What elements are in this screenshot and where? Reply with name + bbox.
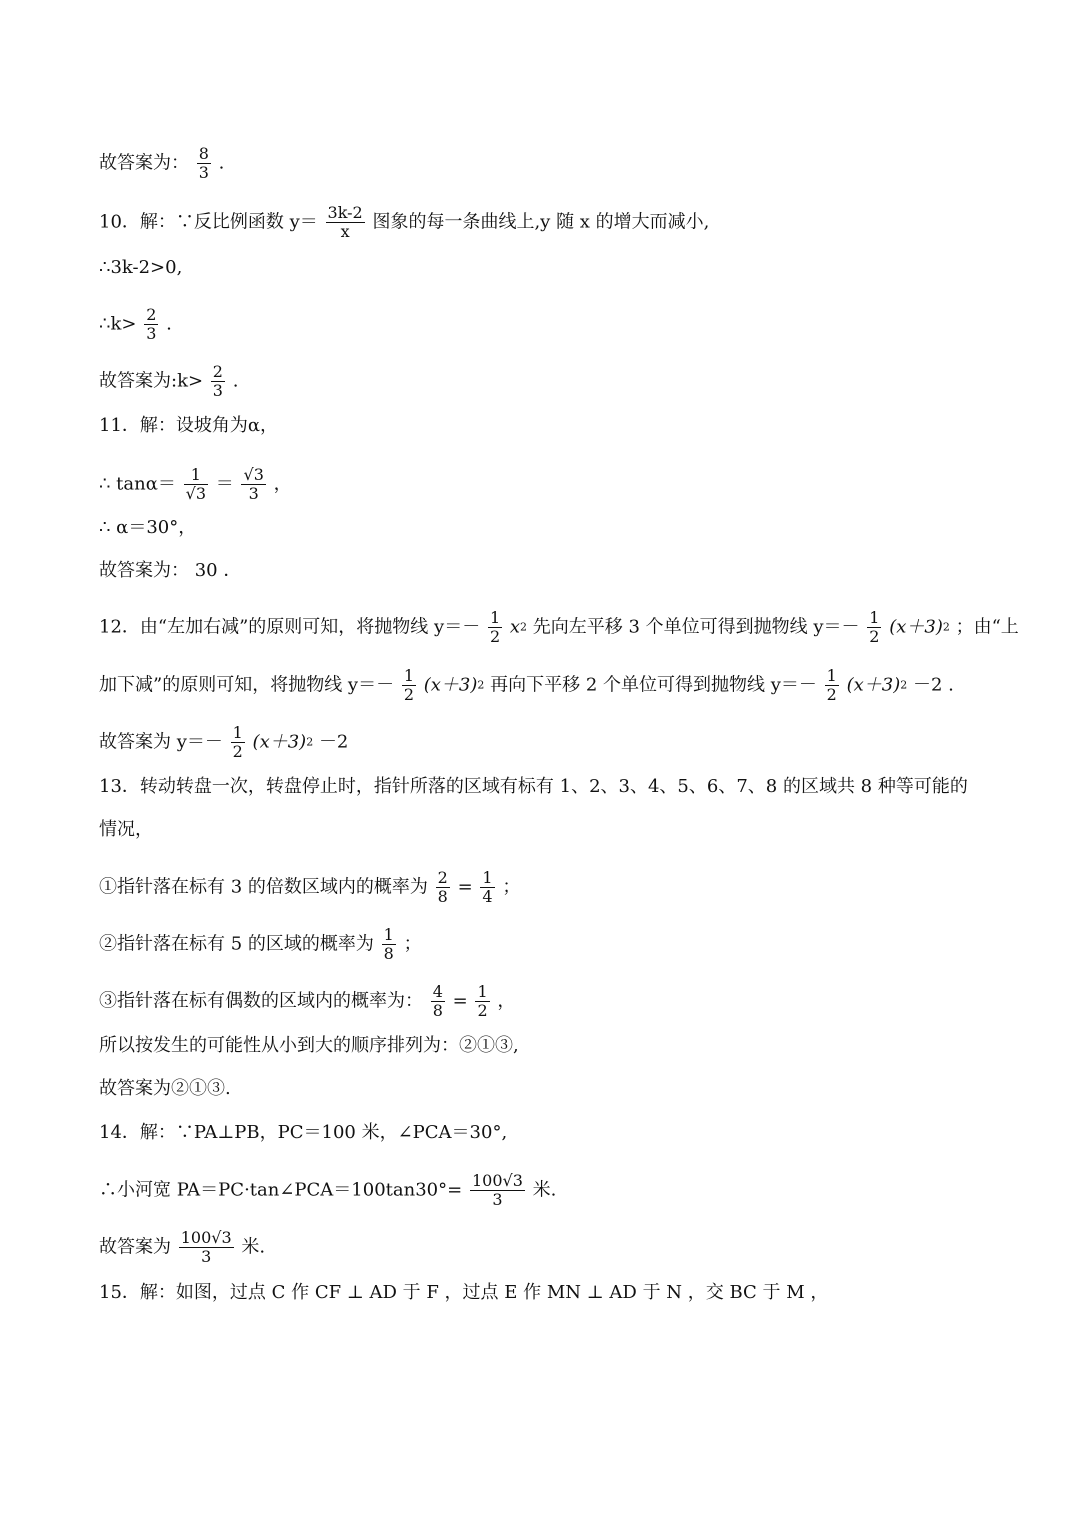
- text: 加下减”的原则可知，将抛物线 y＝－: [99, 674, 395, 696]
- expression: (x＋3): [252, 731, 307, 753]
- problem-13-case1: [99, 868, 521, 906]
- fraction: $\frac{1}{2}$: [232, 723, 243, 761]
- problem-14-step1: [99, 1171, 557, 1209]
- text: ③指针落在标有偶数的区域内的概率为：: [99, 990, 423, 1012]
- fraction: $\frac{2}{3}$: [146, 305, 157, 343]
- fraction: $\frac{1}{√3}$: [185, 465, 207, 503]
- text: 故答案为 y＝－: [99, 731, 223, 753]
- text: ；由“上: [955, 616, 1019, 638]
- fraction: $\frac{8}{3}$: [198, 144, 209, 182]
- text: 先向左平移 3 个单位可得到抛物线 y＝－: [532, 616, 860, 638]
- problem-13-line2: [99, 818, 153, 842]
- fraction: $\frac{1}{2}$: [403, 666, 415, 704]
- text: 图象的每一条曲线上,y 随 x 的增大而减小,: [372, 211, 710, 233]
- exponent: 2: [520, 620, 528, 634]
- fraction: $\frac{1}{2}$: [826, 666, 837, 704]
- problem-13-case2: [99, 925, 422, 963]
- text: －2: [318, 731, 349, 753]
- text: 13．转动转盘一次，转盘停止时，指针所落的区域有标有 1、2、3、4、5、6、7、8 的区域共 8 种等可能的: [99, 776, 968, 797]
- text: 11．解：设坡角为α，: [99, 415, 279, 436]
- answer-12: [99, 723, 349, 761]
- text: 14．解：∵PA⊥PB，PC＝100 米，∠PCA＝30°,: [99, 1122, 508, 1143]
- text: －2 .: [912, 674, 954, 696]
- text: ①指针落在标有 3 的倍数区域内的概率为: [99, 876, 428, 898]
- text: 10．解：∵反比例函数 y＝: [99, 211, 318, 233]
- fraction: $\frac{4}{8}$: [432, 982, 443, 1020]
- comma: ，: [497, 990, 516, 1012]
- fraction: $\frac{2}{8}$: [437, 868, 448, 906]
- text: 故答案为:k>: [99, 370, 204, 392]
- problem-11-step2: [99, 516, 196, 540]
- text: ∴k>: [99, 313, 137, 335]
- text: 故答案为：: [99, 152, 189, 174]
- problem-10-step2: [99, 305, 172, 343]
- variable-x: x: [509, 616, 521, 638]
- text: 情况，: [99, 819, 153, 840]
- exponent: 2: [942, 620, 950, 634]
- fraction: $\frac{2}{3}$: [212, 362, 223, 400]
- text: ∴小河宽 PA＝PC·tan∠PCA＝100tan30°=: [99, 1179, 463, 1201]
- problem-13-case3: [99, 982, 516, 1020]
- period: .: [166, 313, 172, 335]
- problem-12-line2: [99, 666, 954, 704]
- fraction: $\frac{100√3}{3}$: [471, 1171, 523, 1209]
- text: 12．由“左加右减”的原则可知，将抛物线 y＝－: [99, 616, 481, 638]
- problem-14-statement: [99, 1121, 507, 1145]
- text: ∴3k-2>0,: [99, 257, 183, 278]
- semicolon: ；: [502, 876, 521, 898]
- fraction: $\frac{1}{2}$: [477, 982, 488, 1020]
- text: ∴ α＝30°，: [99, 517, 197, 538]
- fraction: $\frac{3k-2}{x}$: [327, 203, 363, 241]
- fraction: $\frac{√3}{3}$: [243, 465, 264, 503]
- answer-11: [99, 559, 241, 583]
- semicolon: ；: [403, 933, 422, 955]
- text: 再向下平移 2 个单位可得到抛物线 y＝－: [490, 674, 817, 696]
- text: 故答案为： 30 ．: [99, 560, 242, 581]
- problem-11-statement: [99, 414, 278, 438]
- text: ②指针落在标有 5 的区域的概率为: [99, 933, 374, 955]
- text: 所以按发生的可能性从小到大的顺序排列为：②①③,: [99, 1035, 519, 1056]
- text: 米.: [532, 1179, 557, 1201]
- problem-15-statement: [99, 1281, 828, 1305]
- text: 15．解：如图，过点 C 作 CF ⊥ AD 于 F ，过点 E 作 MN ⊥ AD 于 N ，交 BC 于 M ，: [99, 1282, 829, 1303]
- text: 故答案为②①③.: [99, 1078, 231, 1099]
- problem-10-step1: [99, 256, 182, 280]
- answer-14: [99, 1228, 266, 1266]
- expression: (x＋3): [846, 674, 901, 696]
- exponent: 2: [900, 678, 908, 692]
- expression: (x＋3): [889, 616, 943, 638]
- answer-10: [99, 362, 239, 400]
- equals: ＝: [215, 473, 234, 495]
- text: 故答案为: [99, 1236, 171, 1258]
- period: .: [218, 152, 225, 174]
- text: 米.: [241, 1236, 266, 1258]
- exponent: 2: [306, 735, 314, 749]
- fraction: $\frac{1}{2}$: [489, 608, 501, 646]
- equals: =: [452, 990, 468, 1012]
- expression: (x＋3): [423, 674, 478, 696]
- problem-10-statement: [99, 203, 710, 241]
- answer-13: [99, 1077, 231, 1101]
- fraction: $\frac{1}{2}$: [869, 608, 880, 646]
- problem-13-order: [99, 1034, 519, 1058]
- exponent: 2: [477, 678, 485, 692]
- problem-12-line1: [99, 608, 1019, 646]
- comma: ，: [273, 473, 292, 495]
- text: ∴ tanα＝: [99, 473, 176, 495]
- answer-9: [99, 144, 225, 182]
- equals: =: [457, 876, 473, 898]
- fraction: $\frac{1}{8}$: [383, 925, 394, 963]
- problem-13-line1: [99, 775, 968, 799]
- period: .: [232, 370, 239, 392]
- fraction: $\frac{100√3}{3}$: [180, 1228, 232, 1266]
- fraction: $\frac{1}{4}$: [482, 868, 493, 906]
- problem-11-step1: [99, 465, 292, 503]
